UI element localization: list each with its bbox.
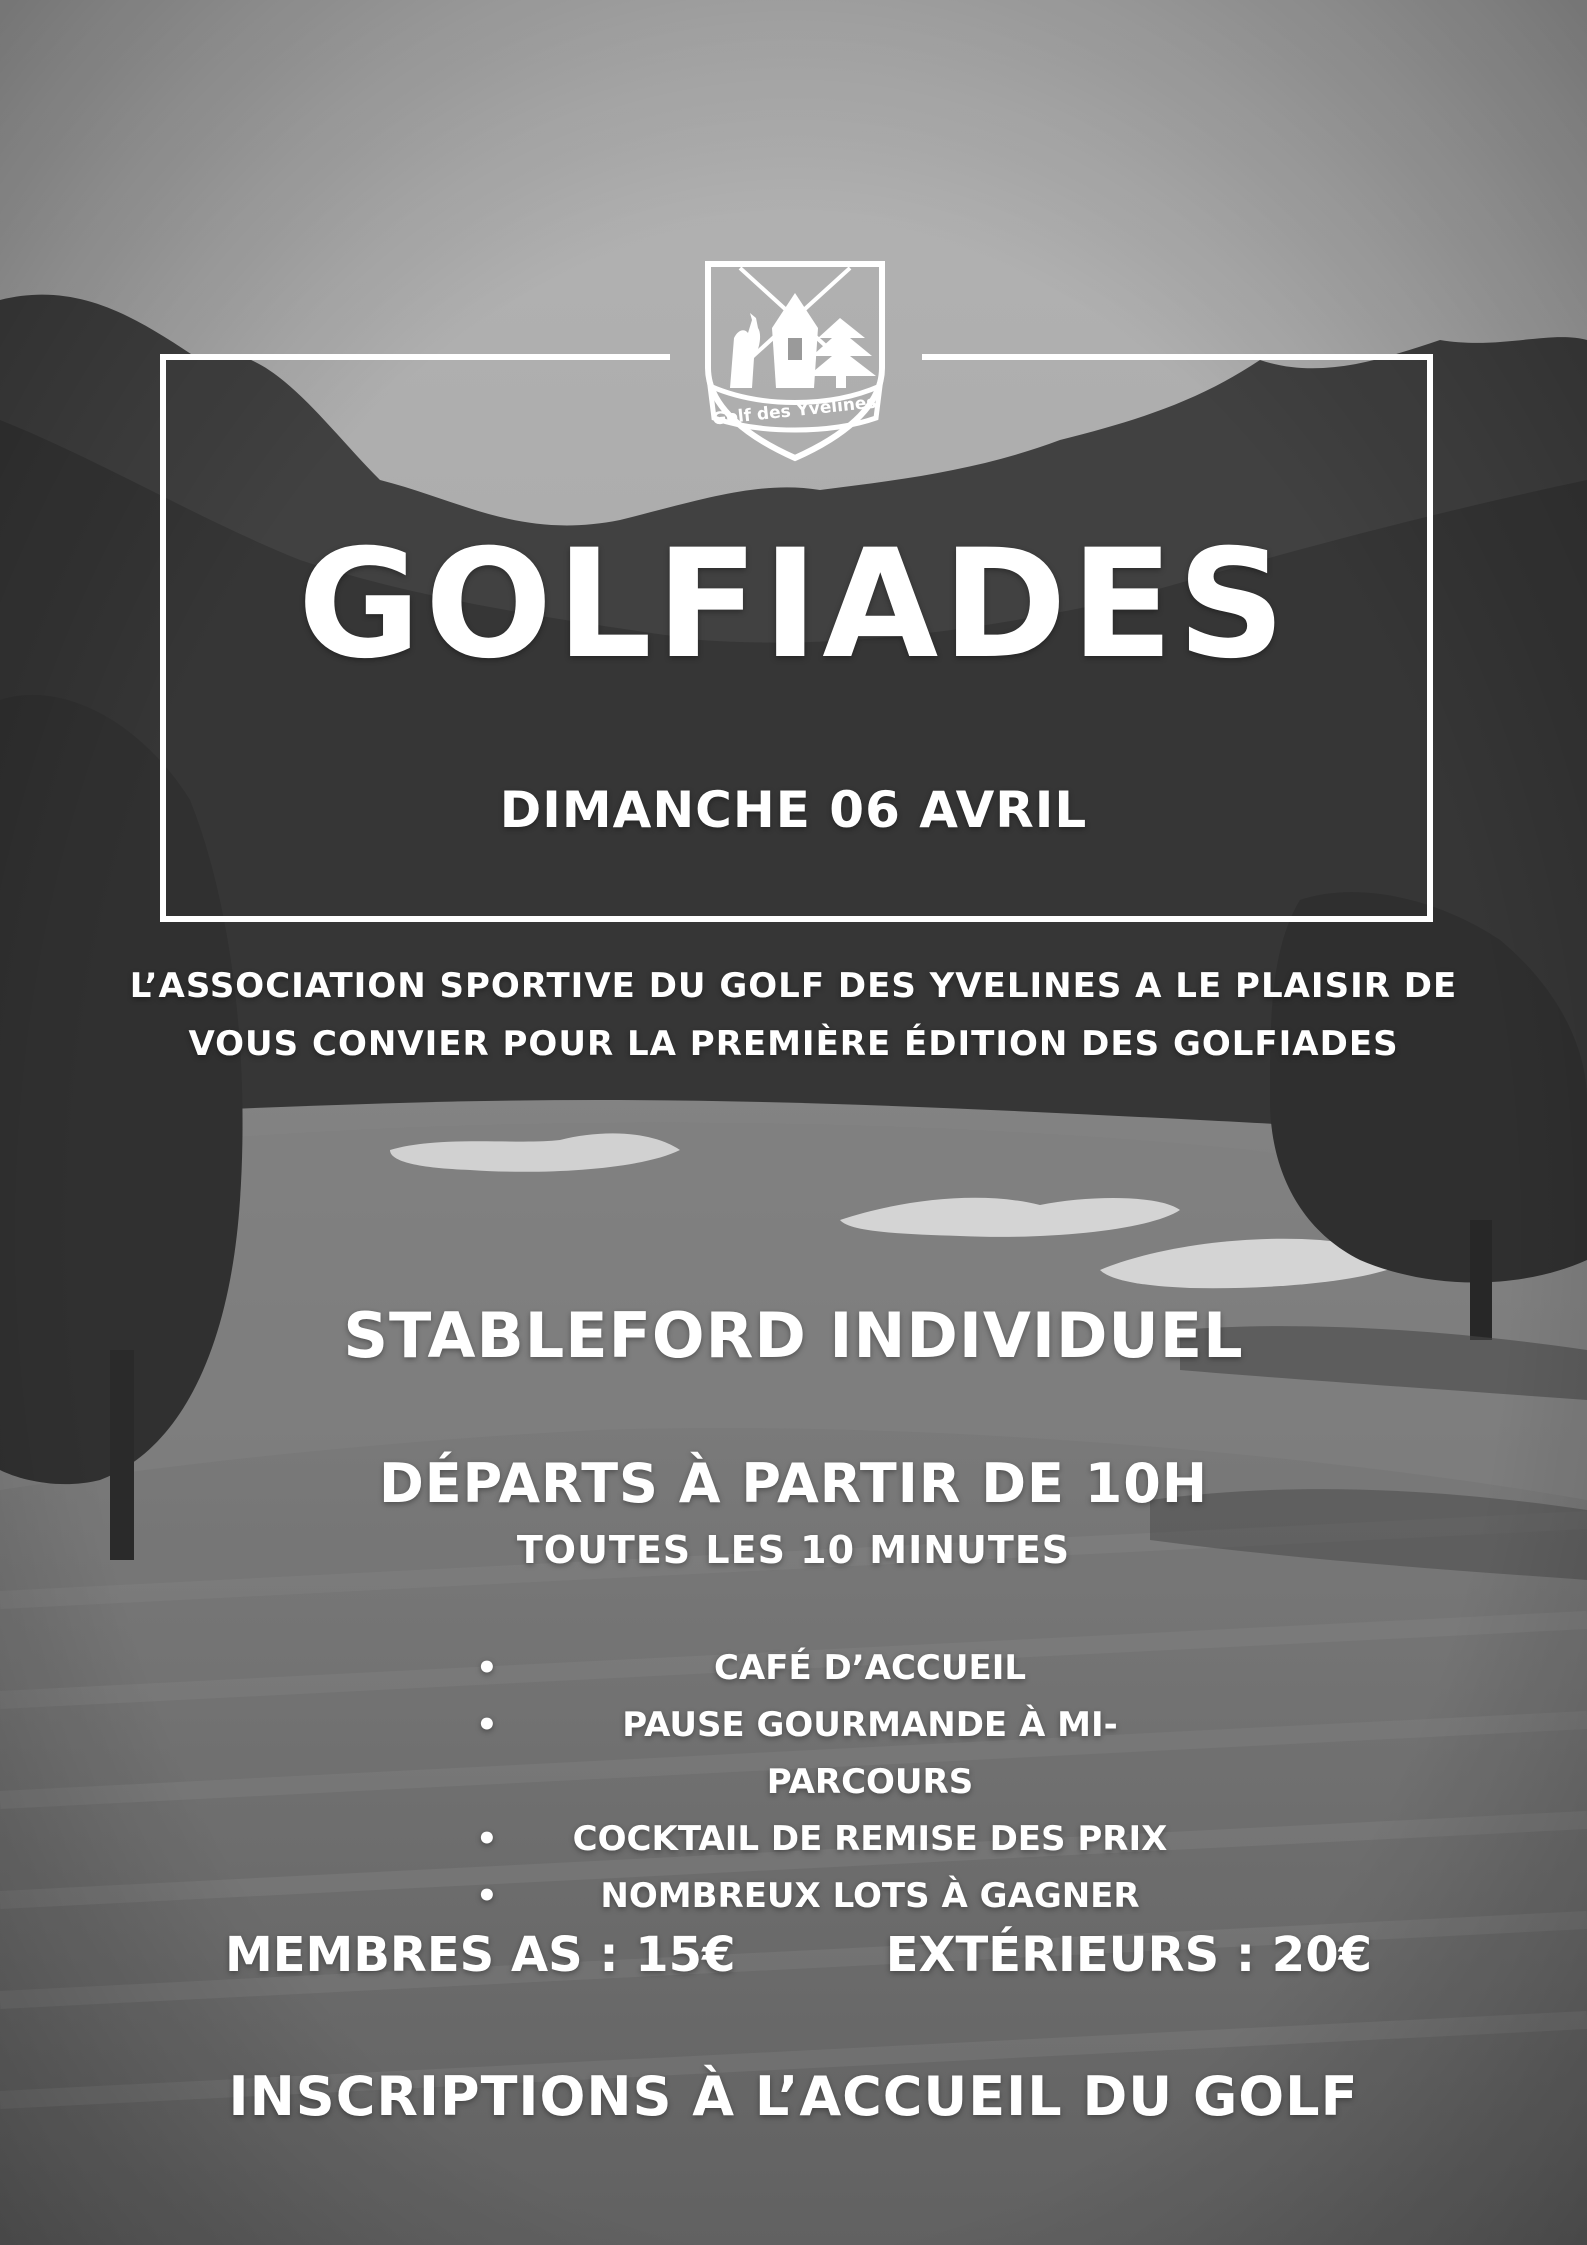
departure-interval: TOUTES LES 10 MINUTES [516,1528,1071,1572]
price-external: EXTÉRIEURS : 20€ [885,1927,1372,1983]
perk-label: COCKTAIL DE REMISE DES PRIX [572,1819,1168,1859]
perk-label: NOMBREUX LOTS À GAGNER [600,1876,1140,1916]
list-item [460,1811,1220,1868]
departure-time: DÉPARTS À PARTIR DE 10H [378,1452,1209,1515]
perks-list [460,1640,1220,1925]
event-title: GOLFIADES [297,518,1290,692]
frame-top-left [160,354,670,360]
intro-line-2: VOUS CONVIER POUR LA PREMIÈRE ÉDITION DES GOLFIADES [188,1024,1399,1064]
list-item [460,1868,1220,1925]
perk-label: CAFÉ D’ACCUEIL [713,1648,1027,1688]
bullet-icon: • [476,1648,498,1688]
list-item [460,1640,1220,1697]
event-intro [0,957,1587,1073]
list-item [460,1697,1220,1811]
bullet-icon: • [476,1705,498,1745]
frame-top-right [922,354,1433,360]
perk-label: PAUSE GOURMANDE À MI-PARCOURS [622,1705,1118,1802]
bullet-icon: • [476,1876,498,1916]
registration-info: INSCRIPTIONS À L’ACCUEIL DU GOLF [228,2065,1359,2128]
frame-bottom [160,916,1433,922]
intro-line-1: L’ASSOCIATION SPORTIVE DU GOLF DES YVELINES A LE PLAISIR DE [129,966,1458,1006]
golf-des-yvelines-logo [700,258,890,464]
event-date: DIMANCHE 06 AVRIL [499,781,1088,839]
competition-format: STABLEFORD INDIVIDUEL [343,1299,1244,1372]
bullet-icon: • [476,1819,498,1859]
price-members: MEMBRES AS : 15€ [225,1927,736,1983]
logo-club-name: Golf des Yvelines [711,392,878,430]
